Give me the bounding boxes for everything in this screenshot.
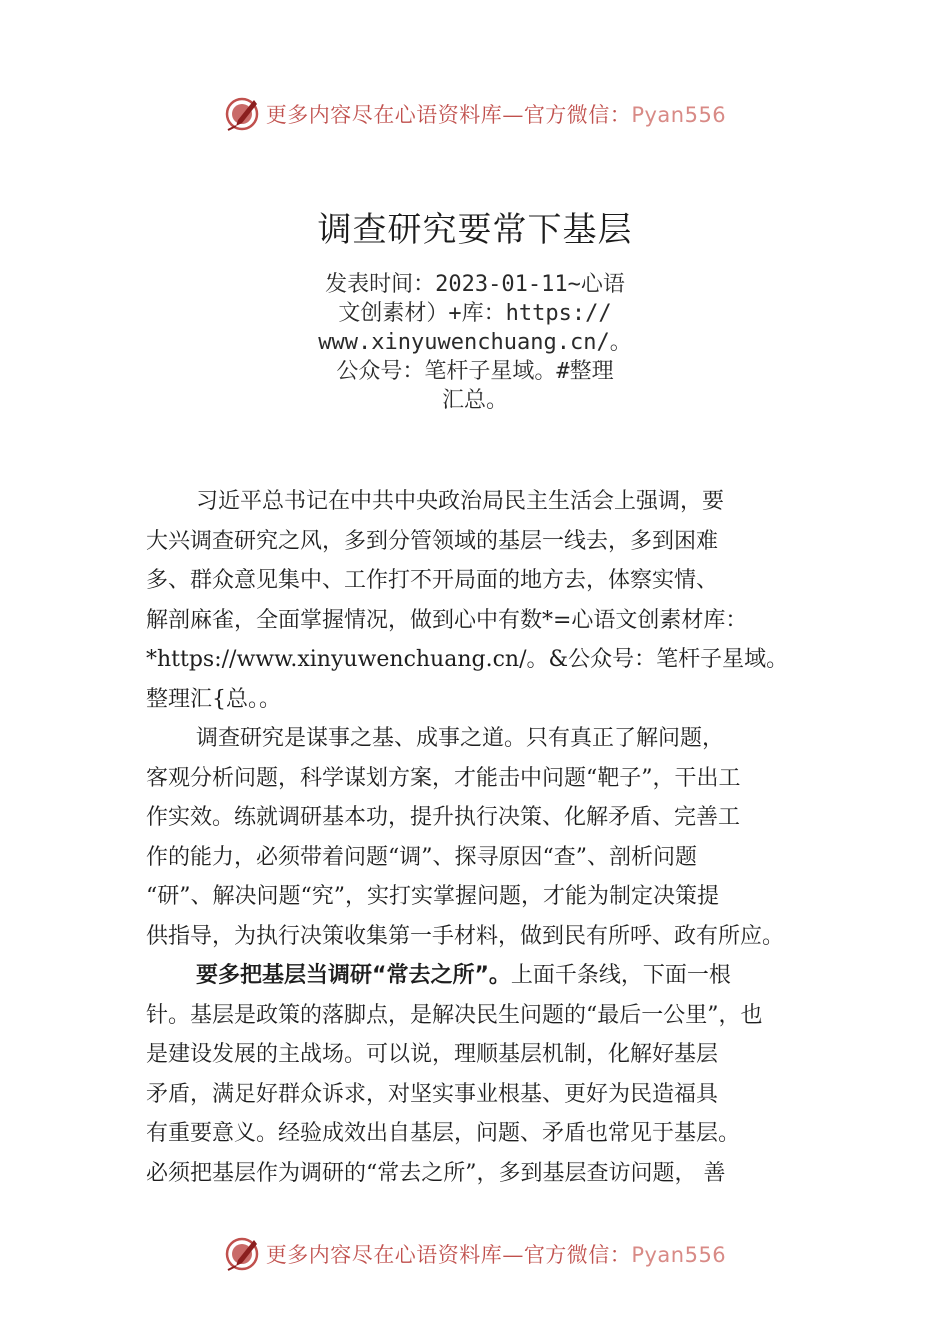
body-line: 解剖麻雀，全面掌握情况，做到心中有数*=心语文创素材库： bbox=[146, 607, 748, 633]
banner-separator: — bbox=[502, 1243, 524, 1267]
wechat-label: 官方微信： bbox=[523, 1243, 632, 1267]
body-line: 供指导，为执行决策收集第一手材料，做到民有所呼、政有所应。 bbox=[146, 923, 785, 949]
meta-line: 公众号：笔杆子星域。#整理 bbox=[336, 359, 614, 384]
promo-text: 更多内容尽在心语资料库 bbox=[265, 1243, 503, 1267]
body-line: 大兴调查研究之风，多到分管领域的基层一线去，多到困难 bbox=[146, 528, 719, 554]
quill-seal-icon bbox=[224, 96, 260, 132]
wechat-id: Pyan556 bbox=[631, 1243, 727, 1267]
header-banner-text bbox=[266, 99, 726, 129]
meta-line: 发表时间：2023-01-11~心语 bbox=[325, 272, 625, 297]
body-line: 作的能力，必须带着问题“调”、探寻原因“查”、剖析问题 bbox=[146, 844, 697, 870]
section-heading: 要多把基层当调研“常去之所”。 bbox=[196, 963, 511, 988]
body-line: *https://www.xinyuwenchuang.cn/。&公众号：笔杆子星域。 bbox=[146, 647, 789, 672]
meta-line: www.xinyuwenchuang.cn/。 bbox=[318, 330, 632, 355]
promo-text: 更多内容尽在心语资料库 bbox=[265, 103, 503, 127]
body-line: 矛盾，满足好群众诉求，对坚实事业根基、更好为民造福具 bbox=[146, 1081, 719, 1107]
footer-banner bbox=[0, 1234, 950, 1274]
body-line: 是建设发展的主战场。可以说，理顺基层机制，化解好基层 bbox=[146, 1042, 719, 1067]
body-line: 习近平总书记在中共中央政治局民主生活会上强调，要 bbox=[196, 489, 725, 514]
article-meta bbox=[300, 270, 650, 415]
meta-line: 汇总。 bbox=[441, 388, 508, 413]
footer-banner-text bbox=[266, 1239, 726, 1269]
body-line: 有重要意义。经验成效出自基层，问题、矛盾也常见于基层。 bbox=[146, 1121, 741, 1146]
header-banner bbox=[0, 94, 950, 134]
body-line: 多、群众意见集中、工作打不开局面的地方去，体察实情、 bbox=[146, 568, 719, 593]
body-line: 客观分析问题，科学谋划方案，才能击中问题“靶子”，干出工 bbox=[146, 765, 741, 791]
meta-line: 文创素材）+库：https:// bbox=[338, 301, 612, 326]
banner-separator: — bbox=[502, 103, 524, 127]
body-line-tail: 上面千条线，下面一根 bbox=[510, 963, 731, 988]
quill-seal-icon bbox=[224, 1236, 260, 1272]
body-line: 作实效。练就调研基本功，提升执行决策、化解矛盾、完善工 bbox=[146, 805, 741, 830]
article-body bbox=[146, 482, 846, 1193]
wechat-id: Pyan556 bbox=[631, 103, 727, 127]
body-line: 针。基层是政策的落脚点，是解决民生问题的“最后一公里”，也 bbox=[146, 1002, 763, 1028]
page-title: 调查研究要常下基层 bbox=[317, 210, 633, 250]
body-line: 整理汇{总。。 bbox=[146, 686, 281, 712]
body-line: 必须把基层作为调研的“常去之所”，多到基层查访问题， 善 bbox=[146, 1160, 726, 1186]
body-line bbox=[146, 956, 846, 996]
body-line: 调查研究是谋事之基、成事之道。只有真正了解问题， bbox=[196, 726, 725, 751]
body-line: “研”、解决问题“究”，实打实掌握问题，才能为制定决策提 bbox=[146, 884, 719, 909]
wechat-label: 官方微信： bbox=[523, 103, 632, 127]
